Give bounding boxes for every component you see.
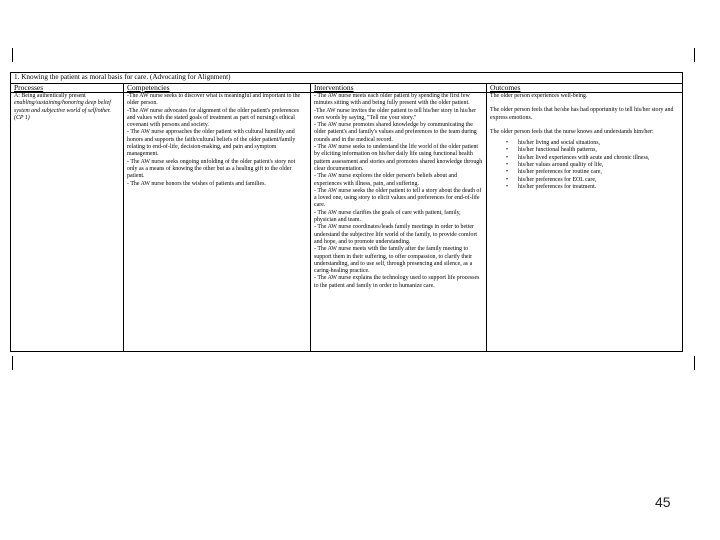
competency-item: - The AW nurse seeks ongoing unfolding of the older patient's story not only as a means of knowing the other but as a healing gift to the older patient. — [127, 158, 296, 180]
competency-item: -The AW nurse advocates for alignment of the older patient's preferences and values with the stated goals of treatment as part of nursing's ethical covenant with persons and society. — [127, 107, 299, 129]
intervention-item: -The AW nurse invites the older patient to tell his/her story in his/her own words by saying, "Tell me your story." — [314, 107, 477, 121]
table-header-row — [11, 84, 683, 93]
intervention-item: - The AW nurse explores the older person's beliefs about and experiences with illness, pain, and suffering. — [314, 173, 458, 187]
competency-item: -The AW nurse seeks to discover what is meaningful and important to the older person. — [127, 93, 301, 107]
list-item: • his/her functional health patterns, — [518, 147, 679, 154]
competency-item: - The AW nurse honors the wishes of patients and families. — [127, 180, 266, 187]
list-item: • his/her living and social situations, — [518, 140, 679, 147]
crop-mark-bottom-right — [694, 356, 695, 370]
care-table — [10, 72, 683, 352]
list-item: • his/her values around quality of life, — [518, 162, 679, 169]
table-title: 1. Knowing the patient as moral basis for care. (Advocating for Alignment) — [11, 73, 683, 84]
outcome-text: The older person experiences well-being. — [490, 93, 588, 99]
outcomes-cell — [487, 93, 683, 352]
intervention-item: - The AW nurse clarifies the goals of care with patient, family, physician and team. — [314, 209, 461, 224]
process-description: enabling/sustaining/honoring deep belief system and subjective world of self/other. — [14, 100, 111, 114]
outcome-text: The older person feels that he/she has had opportunity to tell his/her story and express emotions. — [490, 107, 674, 121]
page-number: 45 — [655, 494, 671, 510]
intervention-item: - The AW nurse seeks the older patient to tell a story about the death of a loved one, using story to elicit values and preferences for end-of-life care. — [314, 187, 482, 209]
competency-item: - The AW nurse approaches the older patient with cultural humility and honors and supports the faith/cultural beliefs of the older patient/family relating to end-of-life, decision-making, and pain and symptom management. — [127, 129, 296, 158]
interventions-cell — [311, 93, 487, 352]
process-code: (CP 1) — [14, 114, 30, 121]
intervention-item: - The AW nurse meets with the family after the family meeting to support them in their suffering, to offer compassion, to clarify their understanding, and to use self, through presencing and silence, as a caring-healing practice. — [314, 246, 473, 275]
process-name: A: Being authentically present — [14, 93, 86, 99]
crop-mark-top-right — [694, 48, 695, 62]
outcome-text: The older person feels that the nurse knows and understands him/her: — [490, 128, 654, 135]
header-processes: Processes — [11, 84, 124, 93]
list-item: • his/her preferences for EOL care, — [518, 177, 679, 184]
table-row — [11, 93, 683, 352]
intervention-item: - The AW nurse seeks to understand the life world of the older patient by eliciting information on his/her daily life using functional health pattern assessment and stories and promotes shared knowledge through clear documentation. — [314, 144, 483, 172]
competencies-cell — [124, 93, 311, 352]
outcome-bullet-list — [490, 140, 679, 191]
list-item: • his/her lived experiences with acute and chronic illness, — [518, 155, 679, 162]
intervention-item: - The AW nurse explains the technology used to support life processes to the patient and family in order to humanize care. — [314, 275, 480, 289]
intervention-item: - The AW nurse meets each older patient by spending the first few minutes sitting with and being fully present with the older patient. — [314, 93, 470, 107]
crop-mark-top-left — [12, 48, 13, 62]
intervention-item: - The AW nurse coordinates/leads family meetings in order to better understand the subjective life world of the family, to provide comfort and hope, and to promote understanding. — [314, 224, 478, 245]
processes-cell — [11, 93, 124, 352]
table-title-row — [11, 73, 683, 84]
header-interventions: Interventions — [311, 84, 487, 93]
list-item: • his/her preferences for routine care, — [518, 169, 679, 176]
header-competencies: Competencies — [124, 84, 311, 93]
crop-mark-bottom-left — [12, 356, 13, 370]
list-item: • his/her preferences for treatment. — [518, 184, 679, 191]
header-outcomes: Outcomes — [487, 84, 683, 93]
intervention-item: - The AW nurse promotes shared knowledge by communicating the older patient's and family's values and preferences to the team during rounds and in the medical record. — [314, 122, 477, 143]
